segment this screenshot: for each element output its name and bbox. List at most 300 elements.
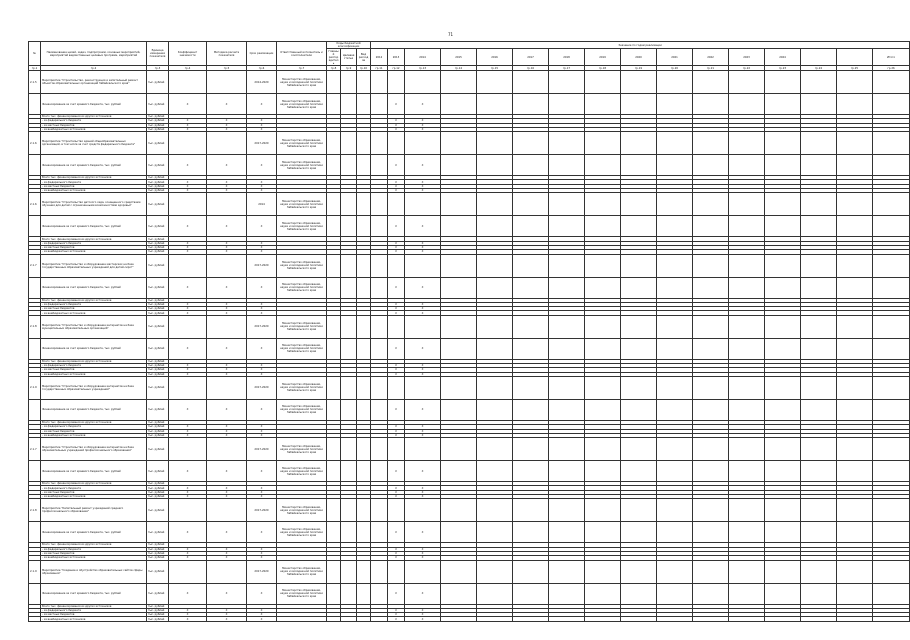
table-cell [341, 315, 357, 338]
x-mark: X [247, 372, 277, 376]
x-mark: X [169, 613, 207, 617]
x-mark: X [405, 429, 441, 433]
table-cell [801, 499, 837, 522]
table-cell [405, 315, 441, 338]
table-cell [621, 376, 657, 399]
table-cell [29, 155, 41, 176]
budget-table-sheet [28, 41, 896, 621]
table-cell [477, 94, 513, 115]
table-cell [729, 583, 765, 604]
table-cell [441, 583, 477, 604]
table-cell [341, 254, 357, 277]
table-cell [621, 132, 657, 155]
table-cell [765, 132, 801, 155]
table-cell [29, 399, 41, 420]
table-cell [585, 193, 621, 216]
unit-cell: тыс. рублей [147, 302, 169, 306]
unit-cell: тыс. рублей [147, 127, 169, 131]
table-cell [549, 132, 585, 155]
x-mark: X [207, 608, 247, 612]
source-label: - из местных бюджетов [41, 123, 147, 127]
table-cell [729, 216, 765, 237]
source-label: - из местных бюджетов [41, 613, 147, 617]
source-label: - из внебюджетных источников [41, 372, 147, 376]
table-cell [357, 399, 371, 420]
table-cell [585, 499, 621, 522]
table-cell [441, 376, 477, 399]
table-cell [405, 132, 441, 155]
table-cell [693, 522, 729, 543]
finance-label: Финансирование за счет краевого бюджета, тыс. рублей [41, 94, 147, 115]
header-index-cell: гр.24 [801, 66, 837, 71]
table-cell [621, 560, 657, 583]
x-mark: X [405, 617, 441, 621]
table-cell [29, 461, 41, 482]
unit-cell: тыс. рублей [147, 241, 169, 245]
table-row [29, 94, 910, 115]
activity-name: Мероприятие "Создание и обустройство образовательных сайтов сферы образования" [41, 560, 147, 583]
table-cell [405, 193, 441, 216]
unit-cell: тыс. рублей [147, 364, 169, 368]
table-cell [729, 617, 765, 621]
table-cell [327, 216, 341, 237]
table-cell [513, 155, 549, 176]
x-mark: X [169, 94, 207, 115]
x-mark: X [247, 429, 277, 433]
table-cell [371, 583, 388, 604]
x-mark: X [169, 372, 207, 376]
table-cell [405, 560, 441, 583]
unit-cell: тыс. рублей [147, 298, 169, 302]
table-cell [657, 338, 693, 359]
table-cell [513, 315, 549, 338]
source-label: - из внебюджетных источников [41, 311, 147, 315]
table-cell [729, 315, 765, 338]
table-cell [585, 216, 621, 237]
table-cell [549, 94, 585, 115]
table-cell [549, 216, 585, 237]
table-cell [441, 399, 477, 420]
x-mark: X [169, 429, 207, 433]
table-cell [657, 315, 693, 338]
header-index-cell: гр.12 [388, 66, 405, 71]
unit-cell: тыс. рублей [147, 359, 169, 363]
x-mark: X [388, 119, 405, 123]
x-mark: X [405, 556, 441, 560]
source-label: - из федерального бюджета [41, 608, 147, 612]
table-cell [477, 560, 513, 583]
header-index-cell: гр.21 [693, 66, 729, 71]
x-mark: X [405, 127, 441, 131]
header-index-cell: гр.11 [371, 66, 388, 71]
source-label: Всего тыс. финансирования из других источников [41, 298, 147, 302]
table-row [29, 315, 910, 338]
table-cell [371, 216, 388, 237]
budget-table [28, 41, 910, 622]
table-cell [169, 193, 207, 216]
header-year-blank [801, 49, 837, 66]
table-cell [388, 560, 405, 583]
table-cell [765, 216, 801, 237]
header-index-cell: гр.6 [247, 66, 277, 71]
unit-cell: тыс. рублей [147, 617, 169, 621]
x-mark: X [405, 184, 441, 188]
table-cell [765, 399, 801, 420]
table-cell [441, 254, 477, 277]
table-row [29, 132, 910, 155]
source-label: - из внебюджетных источников [41, 189, 147, 193]
table-cell [729, 193, 765, 216]
unit-cell: тыс. рублей [147, 608, 169, 612]
table-cell [765, 522, 801, 543]
row-number: 2.1.9 [29, 560, 41, 583]
table-cell [341, 399, 357, 420]
header-year: 2019 [585, 49, 621, 66]
unit-cell: тыс. рублей [147, 613, 169, 617]
unit-cell: тыс. рублей [147, 176, 169, 180]
table-cell [327, 583, 341, 604]
table-cell [585, 254, 621, 277]
table-cell [371, 376, 388, 399]
table-cell [765, 617, 801, 621]
x-mark: X [405, 368, 441, 372]
table-cell [837, 94, 873, 115]
responsible-cell: Министерство образования, науки и молодежной политики Забайкальского края [277, 399, 327, 420]
table-cell [621, 193, 657, 216]
table-cell [873, 132, 910, 155]
table-cell [341, 132, 357, 155]
table-cell [837, 461, 873, 482]
table-cell [873, 583, 910, 604]
header-year: 2016 [477, 49, 513, 66]
unit-cell: тыс. рублей [147, 420, 169, 424]
table-cell [585, 461, 621, 482]
x-mark: X [169, 338, 207, 359]
x-mark: X [405, 551, 441, 555]
x-mark: X [405, 311, 441, 315]
unit-cell: тыс. рублей [147, 132, 169, 155]
header-index-cell: гр.25 [837, 66, 873, 71]
unit-cell: тыс. рублей [147, 372, 169, 376]
x-mark: X [247, 433, 277, 437]
table-cell [657, 216, 693, 237]
x-mark: X [247, 127, 277, 131]
table-cell [873, 376, 910, 399]
table-cell [693, 193, 729, 216]
table-row [29, 376, 910, 399]
x-mark: X [405, 608, 441, 612]
x-mark: X [169, 547, 207, 551]
table-cell [585, 617, 621, 621]
table-cell [441, 338, 477, 359]
x-mark: X [169, 617, 207, 621]
header-num: № [29, 42, 41, 66]
unit-cell: тыс. рублей [147, 368, 169, 372]
table-cell [477, 461, 513, 482]
table-cell [693, 338, 729, 359]
table-cell [357, 94, 371, 115]
table-cell [657, 71, 693, 94]
x-mark: X [388, 522, 405, 543]
x-mark: X [388, 155, 405, 176]
table-row [29, 155, 910, 176]
x-mark: X [405, 94, 441, 115]
finance-label: Финансирование за счет краевого бюджета, тыс. рублей [41, 277, 147, 298]
table-cell [341, 461, 357, 482]
table-cell [477, 155, 513, 176]
table-cell [729, 399, 765, 420]
table-cell [873, 71, 910, 94]
table-cell [585, 277, 621, 298]
x-mark: X [207, 180, 247, 184]
x-mark: X [405, 364, 441, 368]
table-cell [765, 461, 801, 482]
deadline-cell: 2014 [247, 193, 277, 216]
table-cell [405, 71, 441, 94]
table-cell [327, 499, 341, 522]
table-cell [207, 315, 247, 338]
table-cell [513, 254, 549, 277]
source-label: Всего тыс. финансирования из других источников [41, 420, 147, 424]
table-cell [357, 216, 371, 237]
table-cell [873, 155, 910, 176]
x-mark: X [169, 364, 207, 368]
table-cell [357, 338, 371, 359]
header-index-cell: гр.2 [41, 66, 147, 71]
table-cell [693, 254, 729, 277]
x-mark: X [405, 307, 441, 311]
table-cell [801, 583, 837, 604]
source-label: Всего тыс. финансирования из других источников [41, 115, 147, 119]
unit-cell: тыс. рублей [147, 438, 169, 461]
table-cell [513, 438, 549, 461]
x-mark: X [247, 338, 277, 359]
x-mark: X [405, 425, 441, 429]
table-cell [801, 193, 837, 216]
table-cell [405, 499, 441, 522]
header-year: 2021 [657, 49, 693, 66]
table-cell [441, 522, 477, 543]
x-mark: X [207, 338, 247, 359]
table-row [29, 522, 910, 543]
deadline-cell: 2017-2020 [247, 376, 277, 399]
responsible-cell: Министерство образования, науки и молодежной политики Забайкальского края [277, 216, 327, 237]
x-mark: X [169, 433, 207, 437]
source-label: - из федерального бюджета [41, 180, 147, 184]
finance-label: Финансирование за счет краевого бюджета, тыс. рублей [41, 461, 147, 482]
table-cell [549, 193, 585, 216]
table-cell [477, 499, 513, 522]
table-cell [327, 376, 341, 399]
table-cell [513, 216, 549, 237]
table-cell [357, 254, 371, 277]
x-mark: X [207, 245, 247, 249]
table-row [29, 560, 910, 583]
table-cell [549, 438, 585, 461]
activity-name: Мероприятие "Строительство и оборудование интернатов на базе государственных образовательных учреждений" [41, 376, 147, 399]
table-row [29, 338, 910, 359]
x-mark: X [169, 119, 207, 123]
row-number: 2.1.8 [29, 499, 41, 522]
x-mark: X [247, 461, 277, 482]
unit-cell: тыс. рублей [147, 429, 169, 433]
x-mark: X [207, 216, 247, 237]
responsible-cell: Министерство образования, науки и молодежной политики Забайкальского края [277, 71, 327, 94]
page-number: 71 [448, 32, 454, 37]
x-mark: X [207, 547, 247, 551]
source-label: - из внебюджетных источников [41, 433, 147, 437]
header-name: Наименование целей, задач, подпрограмм, основных мероприятий, мероприятий ведомственных целевых программ, мероприятий [41, 42, 147, 66]
table-cell [585, 376, 621, 399]
header-year: 2014 [405, 49, 441, 66]
unit-cell: тыс. рублей [147, 250, 169, 254]
table-cell [585, 94, 621, 115]
activity-name: Мероприятие "Строительство и оборудование интернатов на базе муниципальных образовательных организаций" [41, 315, 147, 338]
source-label: - из федерального бюджета [41, 119, 147, 123]
table-cell [513, 338, 549, 359]
unit-cell: тыс. рублей [147, 155, 169, 176]
unit-cell: тыс. рублей [147, 184, 169, 188]
finance-label: Финансирование за счет краевого бюджета, тыс. рублей [41, 155, 147, 176]
table-cell [837, 499, 873, 522]
x-mark: X [169, 608, 207, 612]
table-cell [693, 71, 729, 94]
x-mark: X [207, 486, 247, 490]
table-cell [765, 193, 801, 216]
x-mark: X [405, 216, 441, 237]
x-mark: X [207, 617, 247, 621]
table-cell [327, 315, 341, 338]
x-mark: X [405, 241, 441, 245]
table-cell [729, 499, 765, 522]
activity-name: Мероприятие "Строительство и оборудование интернатов на базе образовательных учреждений профессионального образования" [41, 438, 147, 461]
table-cell [621, 338, 657, 359]
deadline-cell: 2017-2020 [247, 438, 277, 461]
x-mark: X [388, 433, 405, 437]
table-cell [477, 71, 513, 94]
responsible-cell: Министерство образования, науки и молодежной политики Забайкальского края [277, 499, 327, 522]
table-cell [29, 617, 41, 621]
table-cell [873, 193, 910, 216]
table-cell [29, 522, 41, 543]
table-cell [549, 461, 585, 482]
source-label: - из федерального бюджета [41, 486, 147, 490]
x-mark: X [207, 372, 247, 376]
x-mark: X [169, 189, 207, 193]
table-cell [837, 193, 873, 216]
deadline-cell: 2017-2020 [247, 315, 277, 338]
x-mark: X [169, 184, 207, 188]
x-mark: X [247, 241, 277, 245]
x-mark: X [388, 551, 405, 555]
x-mark: X [207, 425, 247, 429]
table-cell [477, 277, 513, 298]
x-mark: X [207, 155, 247, 176]
table-cell [873, 399, 910, 420]
x-mark: X [247, 556, 277, 560]
x-mark: X [388, 302, 405, 306]
responsible-cell: Министерство образования, науки и молодежной политики Забайкальского края [277, 277, 327, 298]
x-mark: X [388, 425, 405, 429]
source-label: - из федерального бюджета [41, 302, 147, 306]
x-mark: X [247, 617, 277, 621]
table-cell [873, 617, 910, 621]
x-mark: X [169, 307, 207, 311]
source-label: - из внебюджетных источников [41, 250, 147, 254]
table-cell [513, 71, 549, 94]
table-cell [693, 438, 729, 461]
table-cell [549, 499, 585, 522]
x-mark: X [388, 608, 405, 612]
table-cell [341, 522, 357, 543]
table-row [29, 71, 910, 94]
table-cell [873, 499, 910, 522]
table-cell [513, 499, 549, 522]
x-mark: X [247, 311, 277, 315]
header-index-cell: гр.26 [873, 66, 910, 71]
table-cell [388, 71, 405, 94]
unit-cell: тыс. рублей [147, 254, 169, 277]
unit-cell: тыс. рублей [147, 461, 169, 482]
x-mark: X [247, 180, 277, 184]
table-cell [729, 438, 765, 461]
table-cell [621, 71, 657, 94]
unit-cell: тыс. рублей [147, 216, 169, 237]
x-mark: X [247, 425, 277, 429]
table-cell [693, 399, 729, 420]
table-cell [169, 315, 207, 338]
table-cell [729, 71, 765, 94]
x-mark: X [388, 123, 405, 127]
table-cell [549, 155, 585, 176]
table-cell [621, 216, 657, 237]
table-cell [513, 583, 549, 604]
row-number: 2.1.6 [29, 132, 41, 155]
responsible-cell: Министерство образования, науки и молодежной политики Забайкальского края [277, 522, 327, 543]
table-cell [341, 338, 357, 359]
table-cell [729, 254, 765, 277]
table-cell [405, 438, 441, 461]
table-cell [549, 560, 585, 583]
table-cell [549, 71, 585, 94]
header-index-cell: гр.19 [621, 66, 657, 71]
deadline-cell: 2014-2020 [247, 71, 277, 94]
table-cell [477, 438, 513, 461]
table-cell [341, 193, 357, 216]
header-index-cell: гр.5 [207, 66, 247, 71]
x-mark: X [169, 399, 207, 420]
x-mark: X [207, 123, 247, 127]
x-mark: X [388, 461, 405, 482]
table-cell [371, 461, 388, 482]
x-mark: X [247, 490, 277, 494]
row-number: 2.1.5 [29, 71, 41, 94]
table-cell [657, 617, 693, 621]
table-cell [801, 399, 837, 420]
table-cell [765, 254, 801, 277]
x-mark: X [388, 613, 405, 617]
x-mark: X [388, 311, 405, 315]
deadline-cell: 2017-2020 [247, 560, 277, 583]
table-cell [621, 277, 657, 298]
table-cell [327, 71, 341, 94]
table-cell [621, 254, 657, 277]
table-cell [371, 315, 388, 338]
responsible-cell: Министерство образования, науки и молодежной политики Забайкальского края [277, 461, 327, 482]
x-mark: X [247, 123, 277, 127]
x-mark: X [405, 613, 441, 617]
header-vid: Вид расходов [357, 49, 371, 66]
